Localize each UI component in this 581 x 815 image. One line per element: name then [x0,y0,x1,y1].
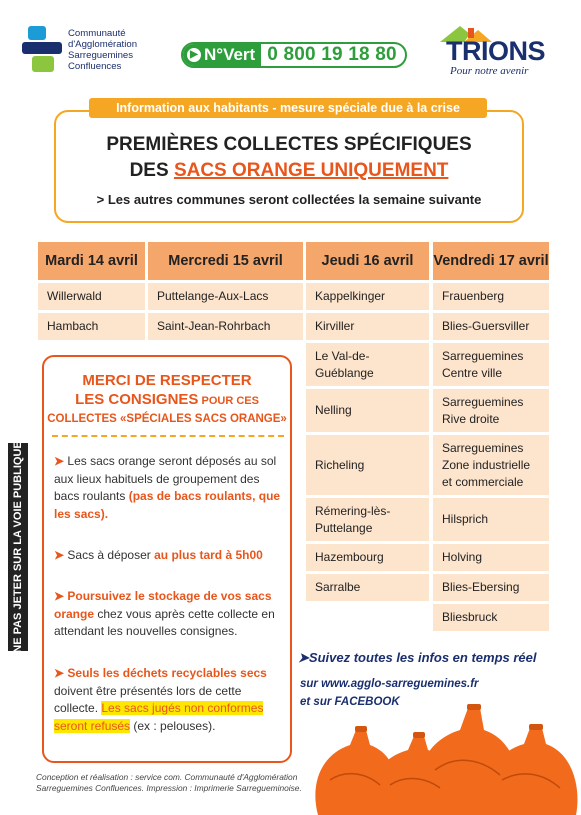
commune-cell: Rémering-lès-Puttelange [306,498,429,541]
rule-4: ➤ Seuls les déchets recyclables secs doivent être présentés lors de cette collecte. Les sacs jugés non conformes seront refusés (ex : pelouses). [54,666,267,733]
column-jeudi [306,242,429,604]
chevron-icon: ➤ [54,548,68,562]
credits: Conception et réalisation : service com. Communauté d'Agglomération Sarreguemines Confluences. Impression : Imprimerie Sarregueminoise. [36,772,302,793]
agglo-logo-text: Communauté d'Agglomération Sarreguemines Confluences [68,28,138,72]
website-text: sur www.agglo-sarreguemines.fr [300,678,479,690]
commune-cell: Hazembourg [306,544,429,571]
numero-vert [181,42,407,68]
commune-cell: Sarreguemines Centre ville [433,343,549,386]
day-header: Mardi 14 avril [38,242,145,280]
consignes-box [42,355,292,763]
numero-vert-phone: 0 800 19 18 80 [267,44,397,65]
commune-cell: Holving [433,544,549,571]
commune-cell: Nelling [306,389,429,432]
column-mardi [38,242,145,343]
divider [52,435,284,437]
trions-slogan: Pour notre avenir [450,65,529,77]
commune-cell: Frauenberg [433,283,549,310]
numero-vert-badge: ▶ N°Vert [183,44,261,66]
agglo-logo [22,26,172,78]
trions-logo [432,18,557,78]
title-line1: PREMIÈRES COLLECTES SPÉCIFIQUES [106,134,472,155]
facebook-text: et sur FACEBOOK [300,696,400,708]
commune-cell: Saint-Jean-Rohrbach [148,313,303,340]
commune-cell: Puttelange-Aux-Lacs [148,283,303,310]
agglo-logo-icon [22,26,64,74]
rule-3: ➤ Poursuivez le stockage de vos sacs orange chez vous après cette collecte en attendant les nouvelles consignes. [54,589,275,638]
arrow-icon: ➤ [298,650,309,665]
vertical-label: NE PAS JETER SUR LA VOIE PUBLIQUE [8,443,28,651]
day-header: Vendredi 17 avril [433,242,549,280]
commune-cell: Hambach [38,313,145,340]
commune-cell: Blies-Ebersing [433,574,549,601]
commune-cell: Sarreguemines Zone industrielle et commerciale [433,435,549,495]
consignes-title: MERCI DE RESPECTER LES CONSIGNES POUR CES COLLECTES «SPÉCIALES SACS ORANGE» [47,372,287,425]
chevron-icon: ➤ [54,454,68,468]
chevron-icon: ➤ [54,666,68,680]
title-highlight: SACS ORANGE UNIQUEMENT [173,160,449,181]
trions-word: TRIONS [446,36,546,66]
chevron-icon: ➤ [54,589,68,603]
commune-cell: Willerwald [38,283,145,310]
commune-cell: Kirviller [306,313,429,340]
commune-cell: Le Val-de-Guéblange [306,343,429,386]
commune-cell: Blies-Guersviller [433,313,549,340]
rule-2: ➤ Sacs à déposer au plus tard à 5h00 [54,548,263,562]
column-vendredi [433,242,549,634]
commune-cell: Kappelkinger [306,283,429,310]
commune-cell: Hilsprich [433,498,549,541]
warning-highlight: Les sacs jugés non conformes seront refusés [54,701,264,733]
commune-cell: Sarralbe [306,574,429,601]
subtitle: > Les autres communes seront collectées la semaine suivante [96,192,482,207]
commune-cell: Bliesbruck [433,604,549,631]
orange-bags-image [310,700,581,815]
arrow-icon: ▶ [187,48,201,62]
commune-cell: Richeling [306,435,429,495]
rule-1: ➤ Les sacs orange seront déposés au sol aux lieux habituels de groupement des bacs roulants (pas de bacs roulants, que les sacs). [54,454,281,521]
day-header: Mercredi 15 avril [148,242,303,280]
info-banner: Information aux habitants - mesure spéciale due à la crise sanitaire [89,98,487,118]
day-header: Jeudi 16 avril [306,242,429,280]
follow-info: ➤Suivez toutes les infos en temps réel sur www.agglo-sarreguemines.fr et sur FACEBOOK [298,650,568,708]
commune-cell: Sarreguemines Rive droite [433,389,549,432]
column-mercredi [148,242,303,343]
title-line2: DES SACS ORANGE UNIQUEMENT [129,160,449,181]
